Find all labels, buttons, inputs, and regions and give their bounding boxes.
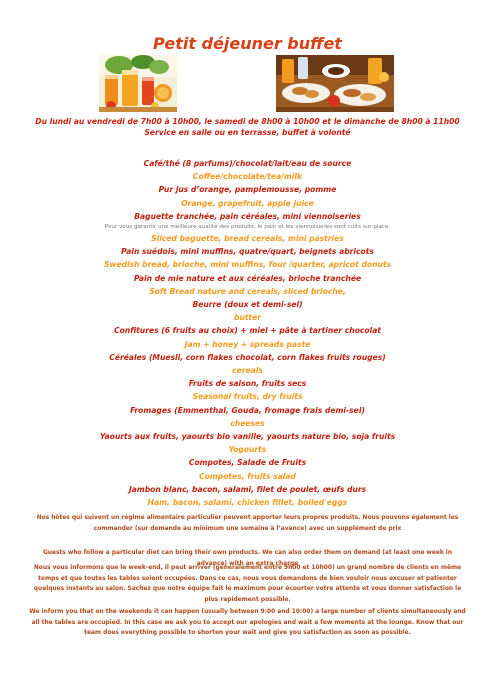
menu-item-french: Fruits de saison, fruits secs [188,379,307,389]
menu-item-english: cereals [232,366,263,376]
menu-item-english: butter [234,313,261,323]
menu-item-french: Jambon blanc, bacon, salami, filet de poulet, œufs durs [128,484,367,494]
hours-line-weekdays: Du lundi au vendredi de 7h00 à 10h00, le samedi de 8h00 à 10h00 et le dimanche de 8h00 à 11h00 [35,117,460,126]
bread-quality-note: Pour vous garantir une meilleure qualité des produits, le pain et les viennoiseries sont cuits sur place. [104,224,391,231]
menu-item-french: Beurre (doux et demi-sel) [192,300,303,310]
menu-item-english: Ham, bacon, salami, chicken fillet, boiled eggs [147,498,348,508]
menu-item-french: Pain de mie nature et aux céréales, brioche tranchée [133,273,362,283]
menu-item-french: Pur jus d’orange, pamplemousse, pomme [158,185,337,195]
diet-note-fr: Nos hôtes qui suivent un régime alimentaire particulier peuvent apporter leurs propres produits. Nous pouvons également les commander (sur demande au minimum une semaine à l’avance) avec un supplément de prix [36,515,459,532]
weekend-note-fr: Nous vous informons que le week-end, il peut arriver (généralement entre 9h00 et 10h00) un grand nombre de clients en même temps et que toutes les tables soient occupées. Dans ce cas, nous vous demandons de bien vouloir nous excuser et patienter quelques instants au salon. Sachez que notre équipe fait le maximum pour écourter votre attente et vous donner satisfaction le plus rapidement possible. [33,565,462,603]
juice-fruit-photo [99,55,177,112]
weekend-note-en: We inform you that on the weekends it can happen (usually between 9:00 and 10:00) a large number of clients simultaneously and all the tables are occupied. In this case we ask you to accept our apologies and wait a few moments at the lounge. Know that our team does everything possible to shorten your wait and give you satisfaction as soon as possible. [29,609,466,637]
menu-item-english: Orange, grapefruit, apple juice [181,198,314,208]
menu-item-english: Jam + honey + spreads paste [184,339,311,349]
menu-item-english: Yogourts [228,445,267,455]
menu-item-english: Soft Bread nature and cereals, sliced brioche, [149,286,346,296]
menu-item-french: Yaourts aux fruits, yaourts bio vanille, yaourts nature bio, soja fruits [99,432,396,442]
menu-item-french: Fromages (Emmenthal, Gouda, fromage frais demi-sel) [130,405,365,415]
menu-item-english: Compotes, fruits salad [199,471,296,481]
menu-item-french: Céréales (Muesli, corn flakes chocolat, corn flakes fruits rouges) [109,352,386,362]
hours-line-service: Service en salle ou en terrasse, buffet à volonté [144,128,351,137]
menu-item-english: Seasonal fruits, dry fruits [192,392,303,402]
diet-note-en: Guests who follow a particular diet can bring their own products. We can also order them on demand (at least one week in advance) with an extra charge [42,550,453,567]
breakfast-photo [276,55,394,112]
menu-item-french: Pain suédois, mini muffins, quatre/quart, beignets abricots [121,247,374,257]
menu-item-english: Coffee/chocolate/tea/milk [192,172,303,182]
menu-items-list [0,157,495,509]
menu-item-english: Sliced baguette, bread cereals, mini pastries [151,234,344,244]
menu-item-french: Confitures (6 fruits au choix) + miel + pâte à tartiner chocolat [114,326,381,336]
page-title: Petit déjeuner buffet [153,34,342,53]
menu-item-english: Swedish bread, brioche, mini muffins, four /quarter, apricot donuts [103,260,392,270]
menu-item-french: Baguette tranchée, pain céréales, mini viennoiseries [134,211,361,221]
opening-hours [0,116,495,138]
menu-item-french: Café/thé (8 parfums)/chocolat/lait/eau de source [143,159,352,168]
menu-item-english: cheeses [230,418,265,428]
menu-item-french: Compotes, Salade de Fruits [188,458,307,468]
